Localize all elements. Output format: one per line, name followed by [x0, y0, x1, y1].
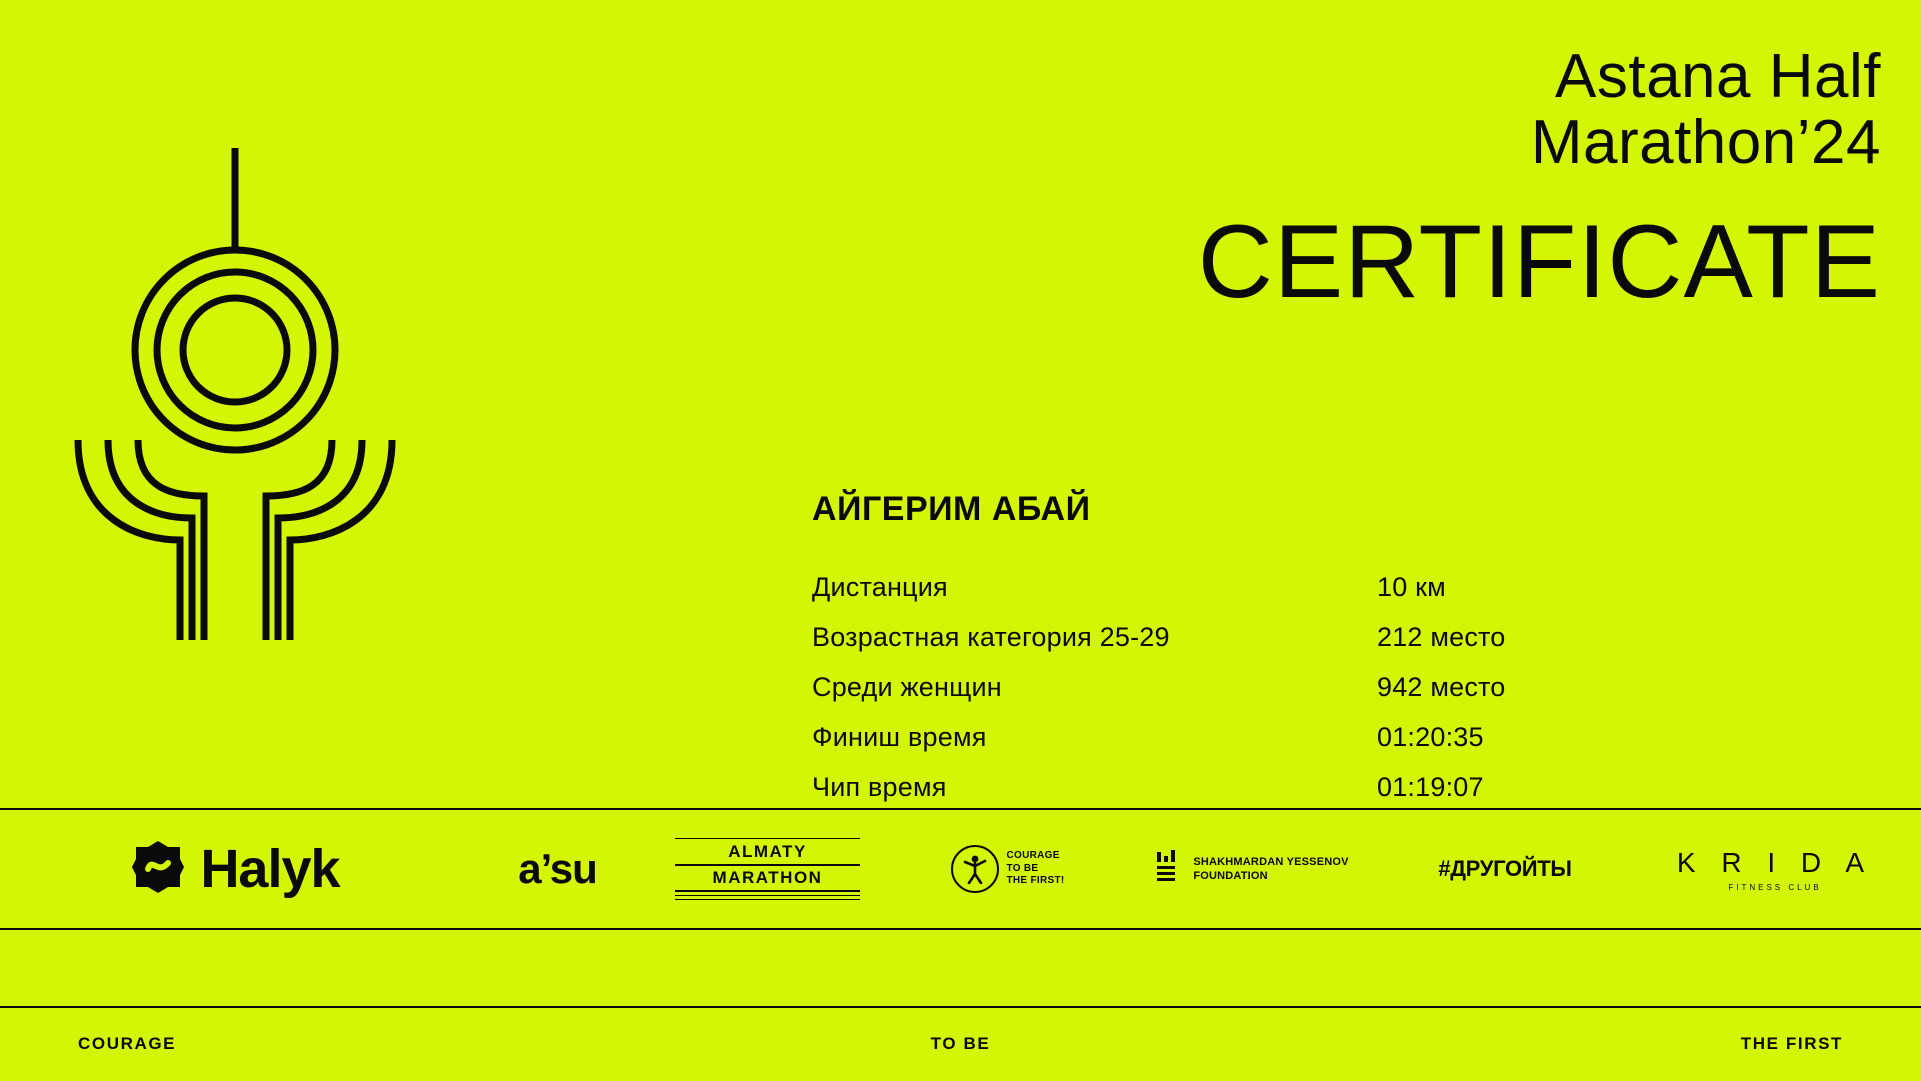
result-label: Среди женщин	[812, 672, 1002, 702]
result-value: 01:20:35	[1377, 722, 1484, 752]
event-title-line2: Marathon’24	[1530, 108, 1881, 178]
result-label: Финиш время	[812, 722, 987, 752]
result-value: 01:19:07	[1377, 772, 1484, 802]
slogan-bar	[0, 1008, 1921, 1080]
yessenov-mark-icon	[1156, 850, 1184, 889]
cf-line2: TO BE	[1006, 862, 1039, 874]
asu-wordmark: a’su	[518, 845, 597, 892]
event-title-line1: Astana Half	[1554, 42, 1881, 111]
slogan-right: THE FIRST	[1740, 1034, 1843, 1053]
result-label: Чип время	[812, 772, 947, 802]
result-value: 10 км	[1377, 572, 1446, 602]
results-table	[812, 572, 1812, 822]
almaty-rule	[675, 899, 860, 900]
almaty-rule	[675, 864, 860, 866]
yessenov-text	[1193, 855, 1348, 884]
drugoity-wordmark: #ДРУГОЙТЫ	[1438, 856, 1572, 881]
sponsor-almaty-marathon	[645, 810, 890, 928]
sponsor-drugoity	[1380, 810, 1630, 928]
table-row	[812, 672, 1812, 722]
table-row	[812, 572, 1812, 622]
table-row	[812, 622, 1812, 672]
halyk-wordmark: Halyk	[200, 839, 340, 899]
almaty-rule	[675, 838, 860, 839]
krida-subtitle: FITNESS CLUB	[1728, 882, 1822, 892]
divider-middle	[0, 928, 1921, 930]
result-label: Дистанция	[812, 572, 948, 602]
cf-line1: COURAGE	[1006, 850, 1060, 862]
krida-wordmark: K R I D A	[1676, 846, 1874, 878]
almaty-line2: MARATHON	[712, 868, 823, 887]
sponsor-strip	[0, 810, 1921, 928]
participant-name: АЙГЕРИМ АБАЙ	[812, 490, 1091, 528]
sponsor-halyk	[0, 810, 470, 928]
event-title	[981, 44, 1881, 177]
astana-half-marathon-logo-icon	[70, 140, 400, 640]
corporate-fund-text	[1007, 850, 1065, 888]
syf-line2: FOUNDATION	[1193, 870, 1268, 882]
halyk-flower-icon	[130, 839, 186, 900]
table-row	[812, 722, 1812, 772]
cf-line3: THE FIRST!	[1006, 875, 1065, 887]
result-value: 212 место	[1377, 622, 1506, 652]
almaty-line1: ALMATY	[728, 842, 807, 862]
corporate-fund-ring-icon	[951, 845, 999, 893]
sponsor-corporate-fund	[890, 810, 1125, 928]
result-label: Возрастная категория 25-29	[812, 622, 1170, 652]
slogan-left: COURAGE	[78, 1034, 177, 1053]
result-value: 942 место	[1377, 672, 1506, 702]
sponsor-krida	[1630, 810, 1920, 928]
sponsor-yessenov-foundation	[1125, 810, 1380, 928]
sponsor-asu	[470, 810, 645, 928]
syf-line1: SHAKHMARDAN YESSENOV	[1193, 855, 1349, 868]
almaty-rule	[675, 895, 860, 896]
almaty-rule	[675, 890, 860, 892]
slogan-center: TO BE	[930, 1034, 991, 1053]
certificate-heading: CERTIFICATE	[1197, 204, 1881, 320]
